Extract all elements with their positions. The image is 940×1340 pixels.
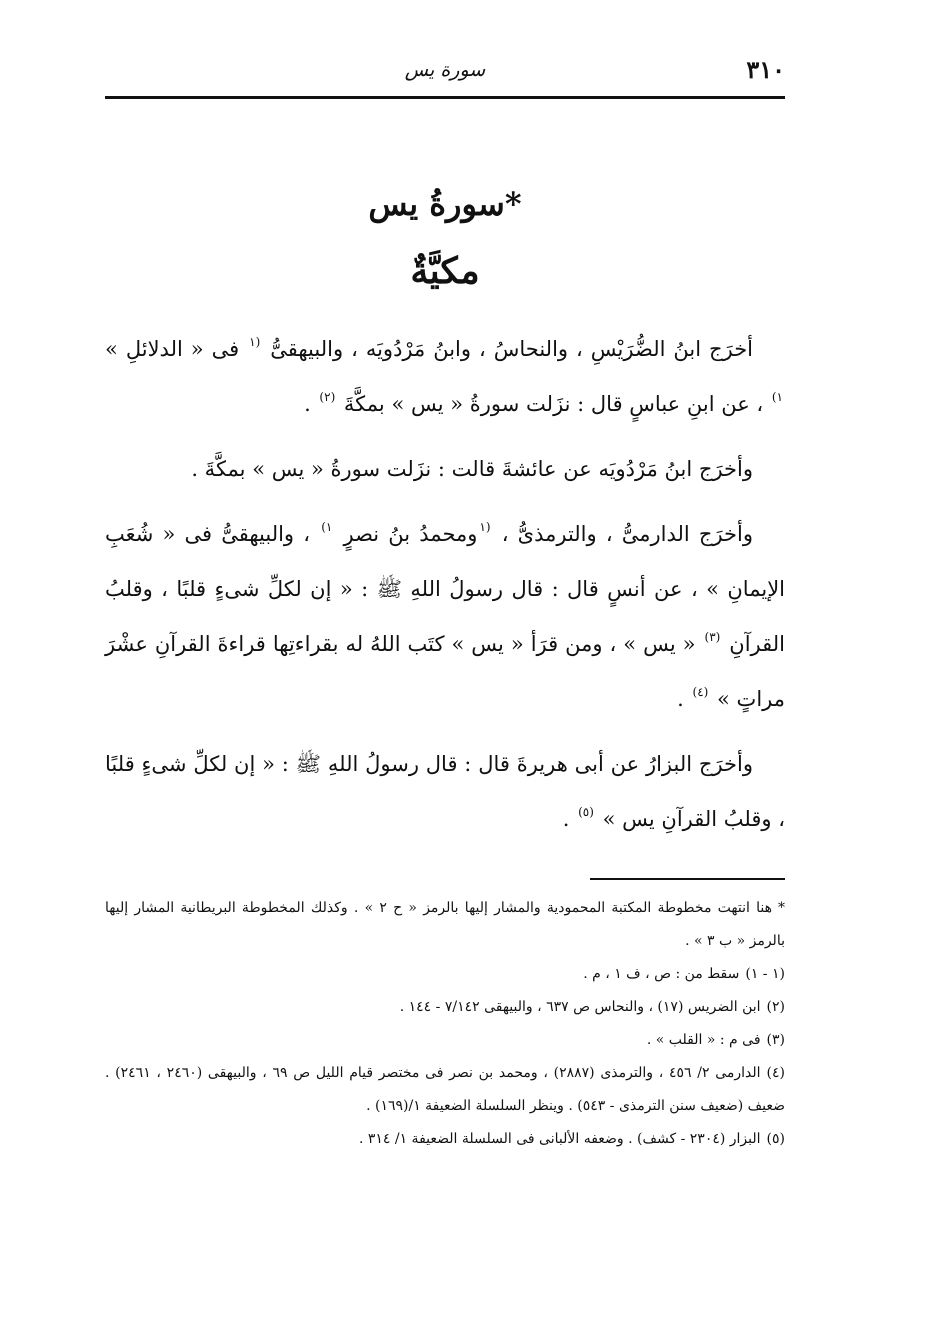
paragraph-text: ، والبيهقىُّ فى « شُعَبِ الإيمانِ » ، عن أنسٍ قال : قال رسولُ اللهِ ﷺ : « إن لكلِّ شىءٍ قلبًا ، وقلبُ القرآنِ: [105, 522, 786, 656]
surah-type: مكيَّةٌ: [410, 250, 480, 292]
paragraph-text: ومحمدُ بنُ نصرٍ: [334, 522, 478, 546]
paragraph-3: [105, 507, 785, 727]
footnote-mark: *: [778, 900, 785, 916]
footnote-text: هنا انتهت مخطوطة المكتبة المحمودية والمشار إليها بالرمز « ح ٢ » . وكذلك المخطوطة البريطانية المشار إليها بالرمز « ب ٣ » .: [105, 900, 785, 949]
paragraph-text: ، عن ابنِ عباسٍ قال : نزَلت سورةُ « يس » بمكَّةَ: [337, 392, 770, 416]
paragraph-text: وأخرَج ابنُ مَرْدُويَه عن عائشةَ قالت : نزَلت سورةُ « يس » بمكَّةَ .: [191, 457, 753, 481]
paragraph-text: وأخرَج البزارُ عن أبى هريرةَ قال : قال رسولُ اللهِ ﷺ : « إن لكلِّ شىءٍ قلبًا ، وقلبُ القرآنِ يس »: [105, 752, 785, 831]
footnote-text: سقط من : ص ، ف ١ ، م .: [583, 966, 740, 982]
footnote: [105, 892, 785, 958]
footnote: [105, 1024, 785, 1057]
paragraph-text: .: [562, 807, 577, 831]
running-head: [105, 55, 785, 91]
body-text: [105, 322, 785, 857]
running-title: سورة يس: [404, 59, 486, 81]
paragraph-2: [105, 442, 785, 497]
footnote-mark: (٢): [766, 999, 785, 1015]
footnote-mark: (٥): [766, 1131, 785, 1147]
header-rule: [105, 96, 785, 99]
footnote-separator: [590, 878, 785, 880]
paragraph-text: أخرَج ابنُ الضُّرَيْسِ ، والنحاسُ ، وابنُ مَرْدُويَه ، والبيهقىُّ: [262, 337, 754, 361]
footnote-text: الدارمى ٢/ ٤٥٦ ، والترمذى (٢٨٨٧) ، ومحمد بن نصر فى مختصر قيام الليل ص ٦٩ ، والبيهقى (٢٤٦٠ ، ٢٤٦١) . ضعيف (ضعيف سنن الترمذى - ٥٤٣) . وينظر السلسلة الضعيفة ١/(١٦٩) .: [105, 1065, 785, 1114]
footnote: [105, 991, 785, 1024]
footnote: [105, 1123, 785, 1156]
footnote-ref: (٤): [692, 685, 709, 699]
paragraph-text: « يس » ، ومن قرَأ « يس » كتَب اللهُ له بقراءتِها قراءةَ القرآنِ عشْرَ مراتٍ »: [105, 632, 785, 711]
footnote-mark: (٣): [766, 1032, 785, 1048]
page-number: ٣١٠: [746, 55, 785, 84]
paragraph-text: .: [304, 392, 318, 416]
footnote-mark: (١ - ١): [745, 966, 785, 982]
paragraph-text: .: [677, 687, 691, 711]
footnote-ref: (٥): [578, 805, 594, 819]
footnotes: [105, 892, 785, 1156]
footnote-ref: (١: [479, 520, 491, 534]
footnote: [105, 958, 785, 991]
footnote-ref: (١: [249, 335, 261, 349]
footnote-mark: (٤): [766, 1065, 785, 1081]
footnote-ref: (٢): [319, 390, 336, 404]
paragraph-1: [105, 322, 785, 432]
footnote-text: البزار (٢٣٠٤ - كشف) . وضعفه الألبانى فى السلسلة الضعيفة ١/ ٣١٤ .: [358, 1131, 761, 1147]
paragraph-4: [105, 737, 785, 847]
footnote: [105, 1057, 785, 1123]
footnote-ref: ١): [771, 390, 783, 404]
paragraph-text: فى « الدلائلِ »: [105, 337, 248, 361]
footnote-text: فى م : « القلب » .: [646, 1032, 761, 1048]
surah-title: *سورةُ يس: [368, 185, 522, 223]
footnote-ref: (٣): [704, 630, 721, 644]
paragraph-text: وأخرَج الدارمىُّ ، والترمذىُّ ،: [492, 522, 754, 546]
footnote-ref: ١): [321, 520, 333, 534]
footnote-text: ابن الضريس (١٧) ، والنحاس ص ٦٣٧ ، والبيهقى ٧/١٤٢ - ١٤٤ .: [399, 999, 761, 1015]
